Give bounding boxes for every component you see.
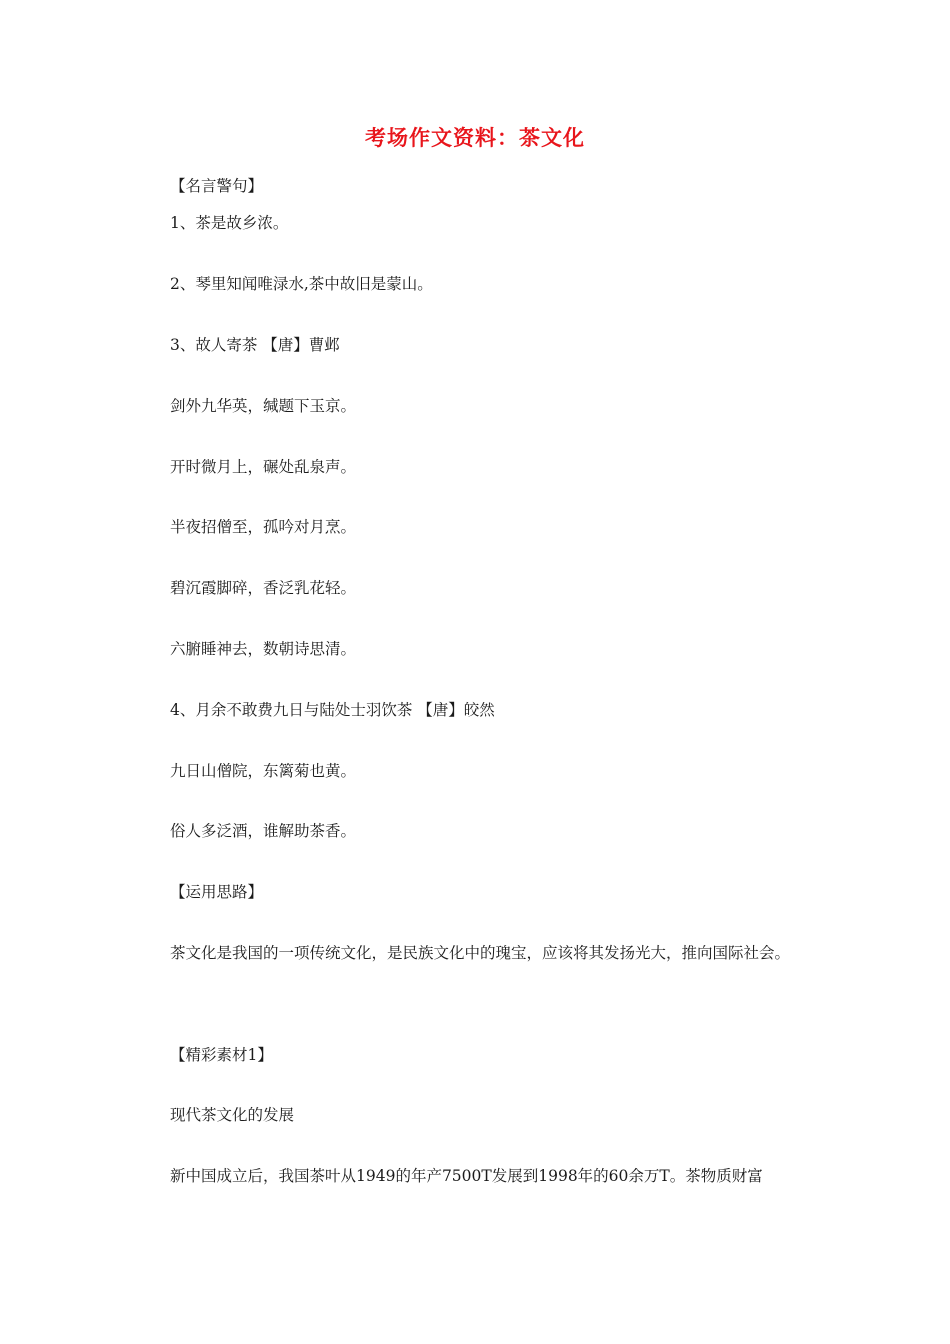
material-paragraph: 新中国成立后，我国茶叶从1949的年产7500T发展到1998年的60余万T。茶物质财富: [170, 1167, 763, 1185]
poem-1-line-1: 剑外九华英，缄题下玉京。: [170, 397, 357, 415]
poem-1-heading: 3、故人寄茶 【唐】曹邺: [170, 336, 340, 354]
poem-2-line-2: 俗人多泛酒，谁解助茶香。: [170, 822, 357, 840]
poem-1-line-2: 开时微月上，碾处乱泉声。: [170, 458, 357, 476]
poem-2-line-1: 九日山僧院，东篱菊也黄。: [170, 762, 357, 780]
poem-1-line-4: 碧沉霞脚碎，香泛乳花轻。: [170, 579, 357, 597]
material-title: 现代茶文化的发展: [170, 1106, 295, 1124]
quote-2: 2、琴里知闻唯渌水,茶中故旧是蒙山。: [170, 275, 433, 293]
poem-1-line-5: 六腑睡神去，数朝诗思清。: [170, 640, 357, 658]
poem-2-heading: 4、月余不敢费九日与陆处士羽饮茶 【唐】皎然: [170, 701, 495, 719]
poem-1-line-3: 半夜招僧至，孤吟对月烹。: [170, 518, 357, 536]
page-title: 考场作文资料：茶文化: [365, 125, 585, 150]
section-heading-usage: 【运用思路】: [170, 883, 264, 901]
section-heading-quotes: 【名言警句】: [170, 177, 264, 195]
section-heading-material: 【精彩素材1】: [170, 1046, 273, 1064]
usage-paragraph: 茶文化是我国的一项传统文化，是民族文化中的瑰宝，应该将其发扬光大，推向国际社会。: [170, 944, 791, 962]
quote-1: 1、茶是故乡浓。: [170, 214, 289, 232]
